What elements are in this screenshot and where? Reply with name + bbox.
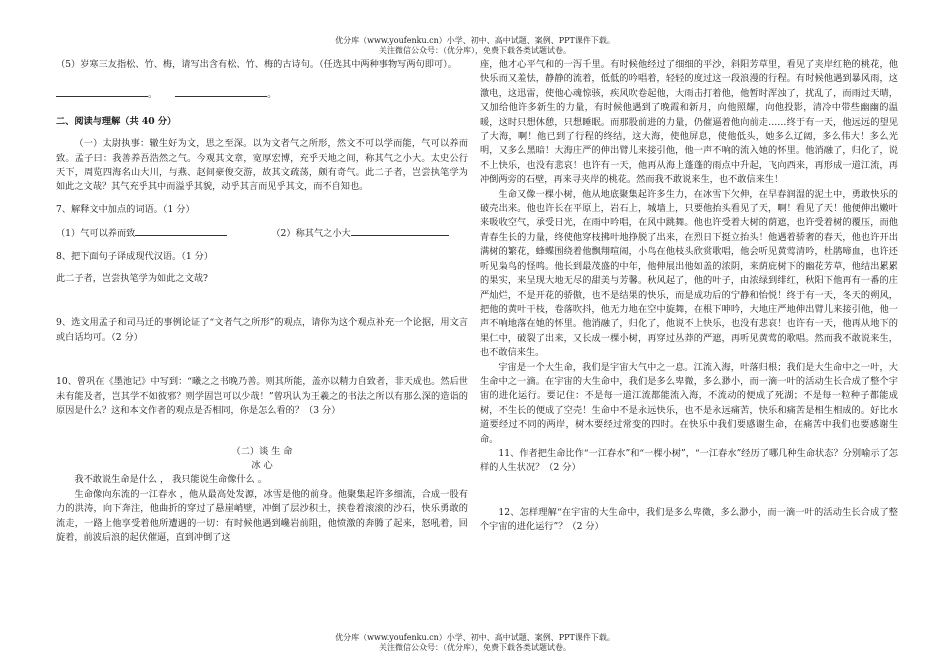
essay-paragraph: 生命像向东流的一江春水 ，他从最高处发源，冰雪是他的前身。他聚集起许多细流，合成一股有力的洪涛，向下奔注，他曲折的穿过了悬崖峭壁，冲倒了层沙积土，挟卷着滚滚的沙石，快乐勇敢的流走，一路上他享受着他所遭遇的一切：有时候他遇到巉岩前阻，他愤激的奔腾了起来，怒吼着，回旋着，前波后浪的起伏催逼，直到冲倒了这 (56, 488, 468, 543)
answer-blank[interactable] (175, 86, 267, 97)
essay-paragraph: 宇宙是一个大生命，我们是宇宙大气中之一息。江流入海，叶落归根；我们是大生命中之一叶，大生命中之一滴。在宇宙的大生命中，我们是多么卑微，多么渺小，而一滴一叶的活动生长合成了整个宇宙的进化运行。要记住：不是每一道江流都能流入海，不流动的便成了死湖；不是每一粒种子都能成树，不生长的便成了空壳！生命中不是永远快乐，也不是永远痛苦，快乐和痛苦是相生相成的。好比水道要经过不同的两岸，树木要经过常变的四时。在快乐中我们要感谢生命，在痛苦中我们也要感谢生命。 (480, 361, 898, 445)
essay-title: （二）谈 生 命 (231, 445, 293, 457)
question-7-items: （1）气可以养而致 （2）称其气之小大 (56, 225, 468, 241)
essay-paragraph: 生命又像一棵小树，他从地底聚集起许多生力，在冰雪下欠伸，在早春润湿的泥土中，勇敢快乐的破壳出来。他也许长在平原上，岩石上，城墙上，只要他抬头看见了天，啊！看见了天！他便伸出嫩叶来吸收空气，承受日光，在雨中吟唱，在风中跳舞。他也许受着大树的荫遮，也许受着树的覆压，而他青春生长的力量，终使他穿枝拂叶地挣脱了出来，在烈日下挺立抬头！他遇着骄奢的春天，他也许开出满树的繁花，蜂蝶围绕着他飘翔喧闹，小鸟在他枝头欣赏歌唱，他会听见黄莺清吟，杜鹃啼血，也许还听见枭鸟的怪鸣。他长到最茂盛的中年，他伸展出他如盖的浓阴，来荫庇树下的幽花芳草，他结出累累的果实，来呈现大地无尽的甜美与芳馨。秋风起了，他的叶子，由浓绿到绯红，秋阳下他再有一番的庄严灿烂，不是开花的骄傲，也不是结果的快乐，而是成功后的宁静和怡悦！终于有一天，冬天的朔风，把他的黄叶干枝，卷落吹抖，他无力地在空中旋舞，在根下呻吟，大地庄严地伸出臂儿来接引他，他一声不响地落在她的怀里。他消融了，归化了，他说不上快乐，也没有悲哀！也许有一天，他再从地下的果仁中，破裂了出来，又长成一棵小树，再穿过丛莽的严遮，再听见黄莺的歌唱。然而我不敢说来生，也不敢信来生。 (480, 188, 898, 359)
left-column (56, 58, 468, 545)
question-9: 9、选文用孟子和司马迁的事例论证了“文者气之所形”的观点，请你为这个观点补充一个论据，用文言或白话均可。（2 分） (56, 317, 468, 343)
question-10: 10、曾巩在《墨池记》中写到：“曦之之书晚乃善。则其所能，盖亦以精力自致者，非天成也。然后世未有能及者，岂其学不如彼邪？则学固岂可以少哉！”曾巩认为王羲之的书法之所以有那么深的造诣的原因是什么？这和本文作者的观点是否相同，你是怎么看的？（3 分） (56, 376, 468, 417)
header-line-2: 关注微信公众号：（优分库），免费下载各类试题试卷。 (379, 46, 571, 55)
classical-passage: （一）太尉执事：辙生好为文，思之至深。以为文者气之所形，然文不可以学而能，气可以养而致。孟子曰：我善养吾浩然之气。今观其文章，宽厚宏博，充乎天地之间，称其气之小大。太史公行天下，周览四海名山大川，与燕、赵间豪俊交游，故其文疏荡，颇有奇气。此二子者，岂尝执笔学为如此之文哉？其气充乎其中而溢乎其貌，动乎其言而见乎其文，而不自知也。 (56, 138, 468, 193)
question-11: 11、作者把生命比作“一江春水”和“一棵小树”，“一江春水”经历了哪几种生命状态？分别喻示了怎样的人生状况？（2 分） (480, 447, 898, 474)
question-8: 8、把下面句子译成现代汉语。（1 分） (56, 250, 214, 262)
page-header (0, 36, 950, 56)
header-line-1: 优分库（www.youfenku.cn）小学、初中、高中试题、案例、PPT课件下载。 (335, 36, 615, 45)
essay-author: 冰 心 (251, 459, 273, 471)
section-title: 二、阅读与理解（共 40 分） (56, 115, 177, 127)
answer-blank[interactable] (351, 225, 449, 236)
footer-line-2: 关注微信公众号：（优分库），免费下载各类试题试卷。 (379, 643, 571, 652)
footer-line-1: 优分库（www.youfenku.cn）小学、初中、高中试题、案例、PPT课件下载。 (335, 633, 615, 642)
right-column (480, 58, 898, 535)
question-7: 7、解释文中加点的词语。（1 分） (56, 203, 195, 215)
page-footer (0, 633, 950, 653)
answer-blank[interactable] (135, 225, 227, 236)
answer-blank[interactable] (56, 86, 148, 97)
question-12: 12、怎样理解“在宇宙的大生命中，我们是多么卑微，多么渺小，而一滴一叶的活动生长合成了整个宇宙的进化运行”？（2 分） (480, 506, 898, 533)
question-5: （5）岁寒三友指松、竹、梅，请写出含有松、竹、梅的古诗句。（任选其中两种事物写两句即可）。 (56, 59, 457, 70)
essay-paragraph: 我不敢说生命是什么 ， 我只能说生命像什么 。 (74, 474, 267, 486)
question-5-answer-lines: 。 。 (56, 86, 468, 102)
essay-paragraph: 座，他才心平气和的一泻千里。有时候他经过了细细的平沙，斜阳芳草里，看见了夹岸红艳的桃花，他快乐而又羞怯，静静的流着，低低的吟唱着，轻轻的度过这一段浪漫的行程。有时候他遇到暴风雨，这激电，这迅雷，使他心魂惊骇，疾风吹卷起他，大雨击打着他，他暂时浑浊了，扰乱了，而雨过天晴，又加给他许多新生的力量，有时候他遇到了晚霞和新月，向他照耀，向他投影，清冷中带些幽幽的温暖，这时只想休憩，只想睡眠。而那股前进的力量，仍催逼着他向前走……终于有一天，他远远的望见了大海，啊！他已到了行程的终结，这大海，使他屏息，使他低头，她多么辽阔，多么伟大！多么光明，又多么黑暗！大海庄严的伸出臂儿来接引他，他一声不响的流入她的怀里。他消融了，归化了，说不上快乐，也没有悲哀！也许有一天，他再从海上蓬蓬的雨点中升起，飞向西来，再形成一道江流，再冲倒两旁的石壁，再来寻夹岸的桃花。然而我不敢说来生，也不敢信来生！ (480, 59, 898, 186)
question-8-sentence: 此二子者，岂尝执笔学为如此之文哉? (56, 273, 208, 285)
